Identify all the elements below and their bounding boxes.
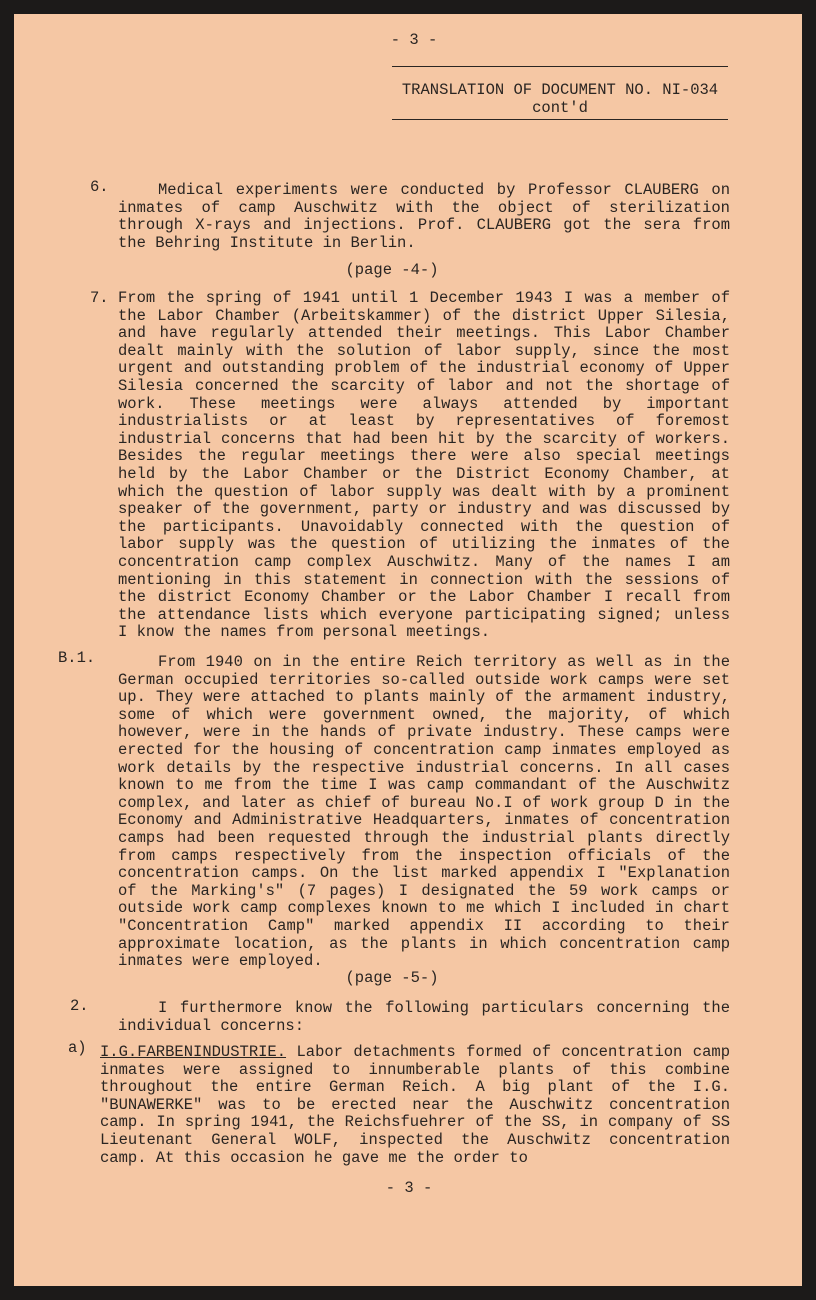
paragraph-2-text: I furthermore know the following particulars concerning the individual concerns: [118,999,730,1035]
paragraph-number-7: 7. [90,289,109,307]
paragraph-2 [118,1000,730,1035]
paragraph-number-6: 6. [90,178,109,196]
document-title-continued: cont'd [532,99,588,117]
paragraph-7 [118,290,730,642]
paragraph-b1-text: From 1940 on in the entire Reich territory as well as in the German occupied territories so-called outside work camps were set up. They were attached to plants mainly of the armament industry, some of which were government owned, the majority, of which however, were in the hands of private industry. These camps were erected for the housing of concentration camp inmates employed as work details by the respective industrial concerns. In all cases known to me from the time I was camp commandant of the Auschwitz complex, and later as chief of bureau No.I of work group D in the Economy and Administrative Headquarters, inmates of concentration camps had been requested through the industrial plants directly from camps respectively from the inspection officials of the concentration camps. On the list marked appendix I "Explanation of the Marking's" (7 pages) I designated the 59 work camps or outside work camp complexes known to me which I included in chart "Concentration Camp" marked appendix II according to their approximate location, as the plants in which concentration camp inmates were employed. [118,653,730,971]
page-number-top: - 3 - [390,31,438,49]
document-page [14,14,802,1286]
document-title-block [392,66,728,120]
paragraph-number-2: 2. [70,997,89,1015]
paragraph-a-heading: I.G.FARBENINDUSTRIE. [100,1043,287,1061]
paragraph-6-text: Medical experiments were conducted by Professor CLAUBERG on inmates of camp Auschwitz with the object of sterilization through X-rays and injections. Prof. CLAUBERG got the sera from the Behring Institute in Berlin. [118,181,730,252]
paragraph-number-a: a) [68,1039,87,1057]
paragraph-7-text: From the spring of 1941 until 1 December 1943 I was a member of the Labor Chamber (Arbeitskammer) of the district Upper Silesia, and have regularly attended their meetings. This Labor Chamber dealt mainly with the solution of labor supply, since the most urgent and outstanding problem of the industrial economy of Upper Silesia concerned the scarcity of labor and not the shortage of work. These meetings were always attended by important industrialists or at least by representatives of foremost industrial concerns that had been hit by the scarcity of workers. Besides the regular meetings there were also special meetings held by the Labor Chamber or the District Economy Chamber, at which the question of labor supply was dealt with by a prominent speaker of the government, party or industry and was discussed by the participants. Unavoidably connected with the question of labor supply was the question of utilizing the inmates of the concentration camp complex Auschwitz. Many of the names I am mentioning in this statement in connection with the sessions of the district Economy Chamber or the Labor Chamber I recall from the attendance lists which everyone participating signed; unless I know the names from personal meetings. [118,289,730,642]
page-marker-4: (page -4-) [345,261,439,279]
paragraph-6 [118,182,730,252]
page-number-bottom: - 3 - [385,1179,433,1197]
page-marker-5: (page -5-) [345,969,439,987]
paragraph-a-text: Labor detachments formed of concentration camp inmates were assigned to innumberable plants of this combine throughout the entire German Reich. A big plant of the I.G. "BUNAWERKE" was to be erected near the Auschwitz concentration camp. In spring 1941, the Reichsfuehrer of the SS, in company of SS Lieutenant General WOLF, inspected the Auschwitz concentration camp. At this occasion he gave me the order to [100,1043,730,1167]
paragraph-b1 [118,654,730,971]
document-title: TRANSLATION OF DOCUMENT NO. NI-034 [401,81,719,99]
paragraph-number-b1: B.1. [58,649,96,667]
paragraph-a [100,1044,730,1167]
